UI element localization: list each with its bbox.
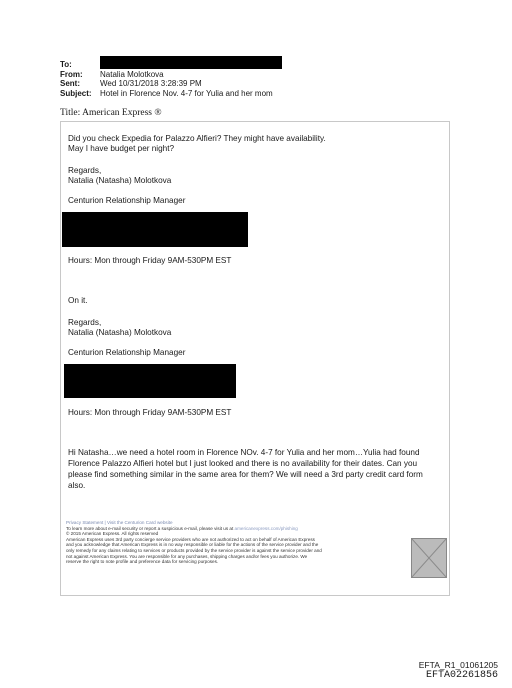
redaction-signature-2: [64, 364, 236, 398]
sent-label: Sent:: [60, 79, 80, 88]
phishing-link[interactable]: americanexpress.com/phishing: [234, 525, 298, 531]
msg2-role: Centurion Relationship Manager: [68, 348, 186, 357]
msg1-line2: May I have budget per night?: [68, 144, 175, 153]
footer-disclaimer-3: only remedy for any claims relating to services or products provided by the service provider is against the service provider and: [66, 547, 322, 553]
footer-disclaimer-2: and you acknowledge that American Express is in no way responsible or liable for the actions of the service provider and the: [66, 542, 319, 548]
email-title: Title: American Express ®: [60, 108, 162, 118]
doc-id: EFTA_R1_01061205: [418, 660, 498, 670]
subject-value: Hotel in Florence Nov. 4-7 for Yulia and her mom: [100, 88, 273, 98]
msg1-name: Natalia (Natasha) Molotkova: [68, 176, 172, 185]
footer-copyright: © 2015 American Express. All rights reserved: [66, 531, 159, 537]
from-value: Natalia Molotkova: [100, 69, 164, 79]
msg1-regards: Regards,: [68, 166, 102, 175]
document-ids: [419, 660, 498, 681]
bates-number: EFTA02261856: [425, 670, 498, 681]
footer-disclaimer-5: reserve the right to note profile and preference data for servicing purposes.: [66, 559, 219, 565]
msg3-line1: Hi Natasha…we need a hotel room in Florence NOv. 4-7 for Yulia and her mom…Yulia had found: [68, 448, 420, 457]
footer-disclaimer-1: American Express uses 3rd party concierge service providers who are not authorized to act on behalf of American Express: [66, 536, 315, 542]
footer-disclaimer-4: not against American Express. You are responsible for any purchases, shipping charges and/or fees you authorize. We: [66, 553, 308, 559]
msg2-name: Natalia (Natasha) Molotkova: [68, 328, 172, 337]
from-label: From:: [60, 69, 83, 79]
redaction-signature-1: [62, 212, 248, 247]
msg1-line1: Did you check Expedia for Palazzo Alfieri? They might have availability.: [68, 134, 326, 143]
image-placeholder-icon: [411, 538, 447, 578]
to-label: To:: [60, 60, 72, 69]
msg1-role: Centurion Relationship Manager: [68, 196, 186, 205]
msg2-hours: Hours: Mon through Friday 9AM-530PM EST: [68, 408, 232, 417]
legal-footer: [66, 520, 406, 565]
msg2-regards: Regards,: [68, 318, 102, 327]
msg3-line3: please find something similar in the same area for them? We will need a 3rd party credit card form: [68, 470, 423, 479]
msg1-hours: Hours: Mon through Friday 9AM-530PM EST: [68, 256, 232, 265]
footer-learn-text: To learn more about e-mail security or report a suspicious e-mail, please visit us at: [66, 525, 234, 531]
msg3-line4: also.: [68, 481, 86, 490]
msg2-body: On it.: [68, 296, 88, 305]
subject-label: Subject:: [60, 88, 92, 98]
msg3-line2: Florence Palazzo Alfieri hotel but I just looked and there is no availability for their dates. Can you: [68, 459, 418, 468]
footer-links[interactable]: Privacy Statement | Visit the Centurion Card website: [66, 520, 173, 525]
redaction-to: [100, 56, 282, 69]
sent-value: Wed 10/31/2018 3:28:39 PM: [100, 79, 202, 88]
